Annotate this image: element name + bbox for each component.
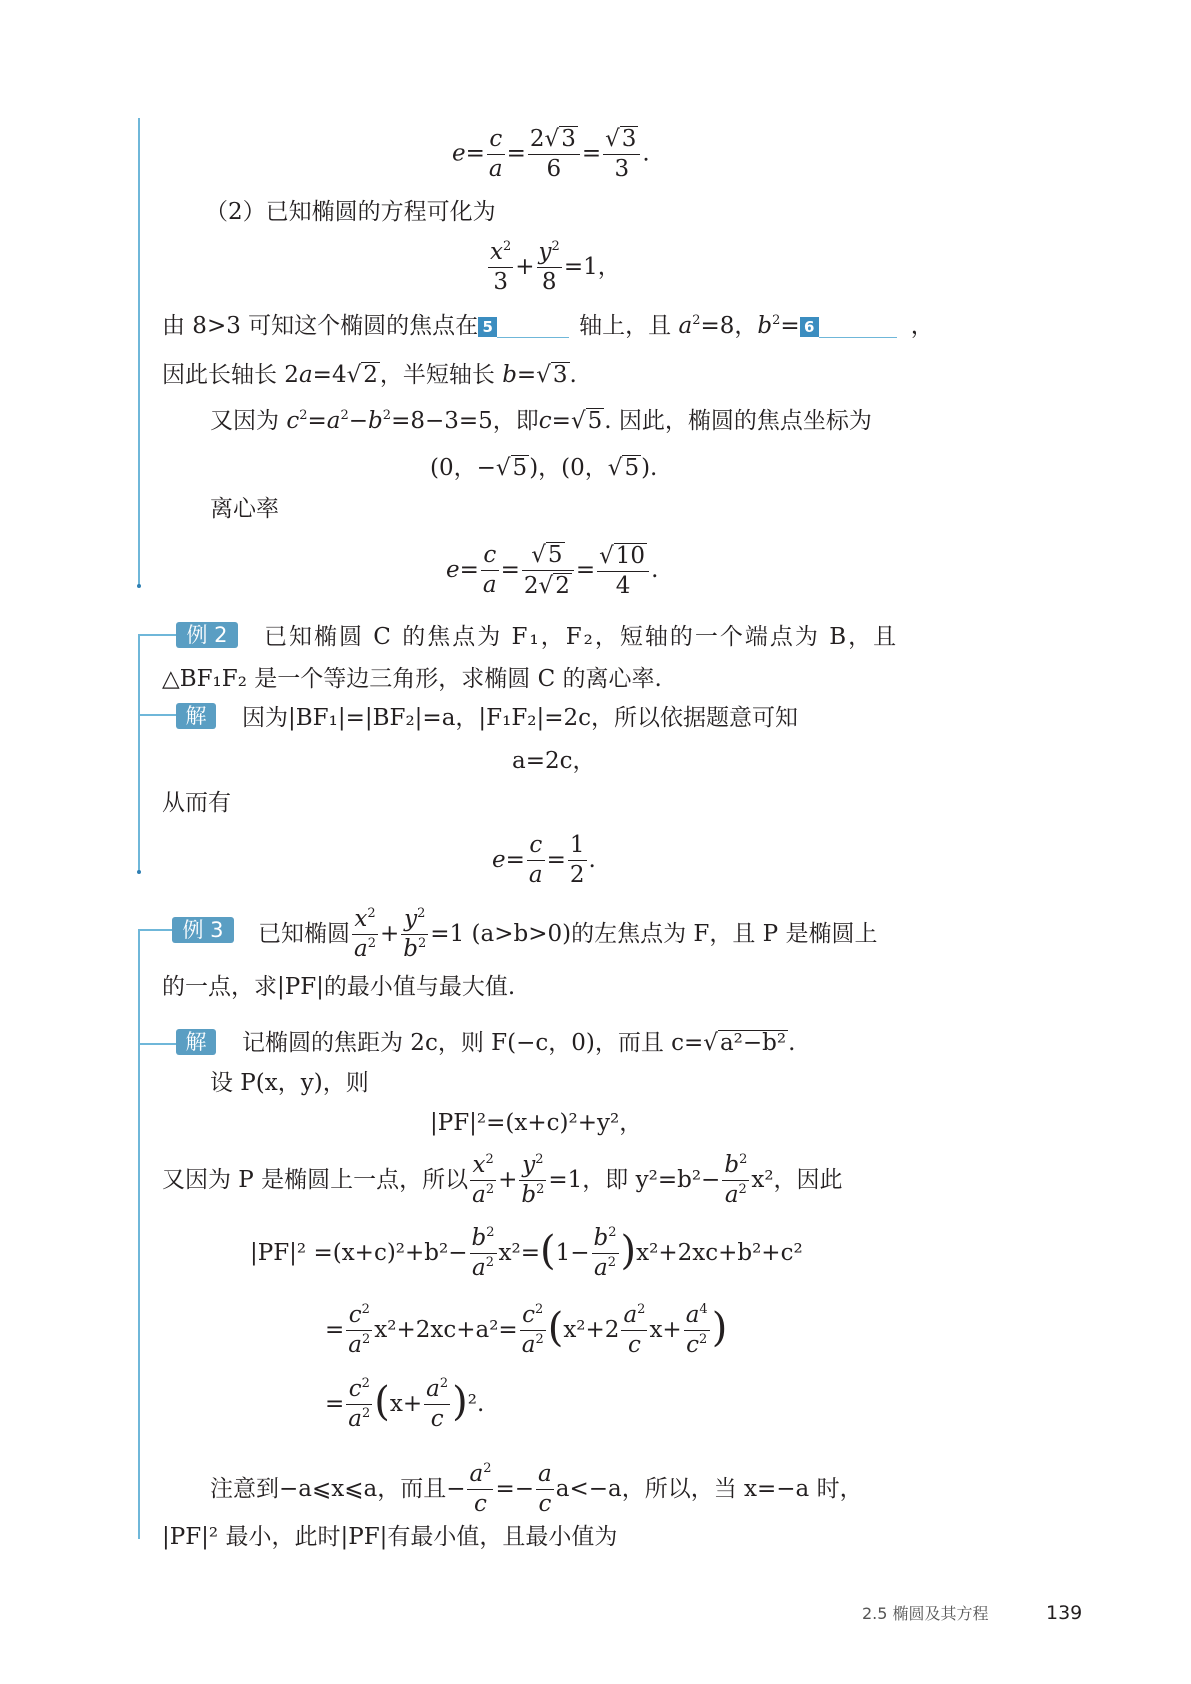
example-2-solution-tag: 解 xyxy=(176,703,216,729)
example-3-problem-line1: 已知椭圆 $\frac{x^2}{a^2}$ + $\frac{y^2}{b^2}$ =1 (a>b>0)的左焦点为 F，且 P 是椭圆上 xyxy=(258,906,878,963)
example-3-last-line: |PF|² 最小，此时|PF|有最小值，且最小值为 xyxy=(162,1524,618,1550)
axis-lengths-line: 因此长轴长 2a=4√2，半短轴长 b=√3. xyxy=(162,362,577,388)
example-3-set-line: 设 P(x，y)，则 xyxy=(210,1070,369,1096)
part2-intro: （2）已知椭圆的方程可化为 xyxy=(205,199,496,225)
example-2-problem-line2: △BF₁F₂ 是一个等边三角形，求椭圆 C 的离心率. xyxy=(162,666,662,692)
example-3-note-line: 注意到−a⩽x⩽a，而且− $\frac{a^2}{c}$ =− $\frac{a}{c}$ a<−a，所以，当 x=−a 时， xyxy=(210,1461,863,1518)
blank-6[interactable] xyxy=(819,315,897,338)
example-3-tag: 例 3 xyxy=(172,917,234,943)
example-2-problem-line1: 已知椭圆 C 的焦点为 F₁，F₂，短轴的一个端点为 B，且 xyxy=(264,624,899,650)
focus-axis-line: 由 8>3 可知这个椭圆的焦点在 5 轴上，且 $a^2=8$，$b^2= 6$ ， xyxy=(162,313,934,339)
blank-6-marker: 6 xyxy=(800,317,819,337)
example-2-eq1: a=2c， xyxy=(512,748,596,774)
eccentricity-eq-2: e= $\frac{c}{a}$ = $\frac{√5}{2√2}$ = $\frac{√10}{4}$ . xyxy=(446,542,659,600)
example-3-derivation-3: = $\frac{c^2}{a^2}$ (x+ $\frac{a^2}{c}$ )². xyxy=(325,1376,485,1433)
eccentricity-label: 离心率 xyxy=(210,496,279,522)
example-3-problem-line2: 的一点，求|PF|的最小值与最大值. xyxy=(162,974,516,1000)
margin-line-top xyxy=(138,118,140,586)
footer-section-title: 2.5 椭圆及其方程 xyxy=(862,1604,989,1623)
blank-5[interactable] xyxy=(497,315,569,338)
c-value-line: 又因为 $c^2=a^2-b^2=8-3=5$，即c=√5. 因此，椭圆的焦点坐标为 xyxy=(210,408,872,434)
eccentricity-eq-1: e= $\frac{c}{a}$ = $\frac{2√3}{6}$ = $\frac{√3}{3}$ . xyxy=(452,125,650,183)
blank-5-marker: 5 xyxy=(478,317,497,337)
example-2-thus: 从而有 xyxy=(162,790,231,816)
margin-dot-ex2 xyxy=(137,870,141,874)
example-3-derivation-2: = $\frac{c^2}{a^2}$ x²+2xc+a²= $\frac{c^2}{a^2}$ (x²+2 $\frac{a^2}{c}$ x+ $\frac{a^4}{c^2}$ ) xyxy=(325,1302,728,1359)
example-3-derivation-1: |PF|² =(x+c)²+b²− $\frac{b^2}{a^2}$ x²=(1− $\frac{b^2}{a^2}$ )x²+2xc+b²+c² xyxy=(250,1225,803,1282)
example-2-tag: 例 2 xyxy=(176,622,238,648)
foci-coordinates: (0，−√5)，(0，√5). xyxy=(430,455,658,481)
margin-line-ex3 xyxy=(138,929,140,1539)
example-3-since-line: 又因为 P 是椭圆上一点，所以 $\frac{x^2}{a^2}$ + $\frac{y^2}{b^2}$ =1，即 y²=b²− $\frac{b^2}{a^2}$ x²，因此 xyxy=(162,1152,843,1209)
margin-line-ex2 xyxy=(138,634,140,872)
example-3-pf-equation: |PF|²=(x+c)²+y²， xyxy=(430,1110,643,1136)
example-3-solution-tag: 解 xyxy=(176,1029,216,1055)
example-2-eccentricity: e= $\frac{c}{a}$ = $\frac{1}{2}$ . xyxy=(492,832,596,889)
ellipse-equation: $\frac{x^2}{3}$ + $\frac{y^2}{8}$ =1， xyxy=(490,239,621,296)
example-3-solution-line1: 记椭圆的焦距为 2c，则 F(−c，0)，而且 c=√a²−b². xyxy=(242,1030,796,1056)
page-number: 139 xyxy=(1046,1602,1083,1624)
example-2-solution-line1: 因为|BF₁|=|BF₂|=a，|F₁F₂|=2c，所以依据题意可知 xyxy=(242,705,799,731)
margin-dot-top xyxy=(137,584,141,588)
